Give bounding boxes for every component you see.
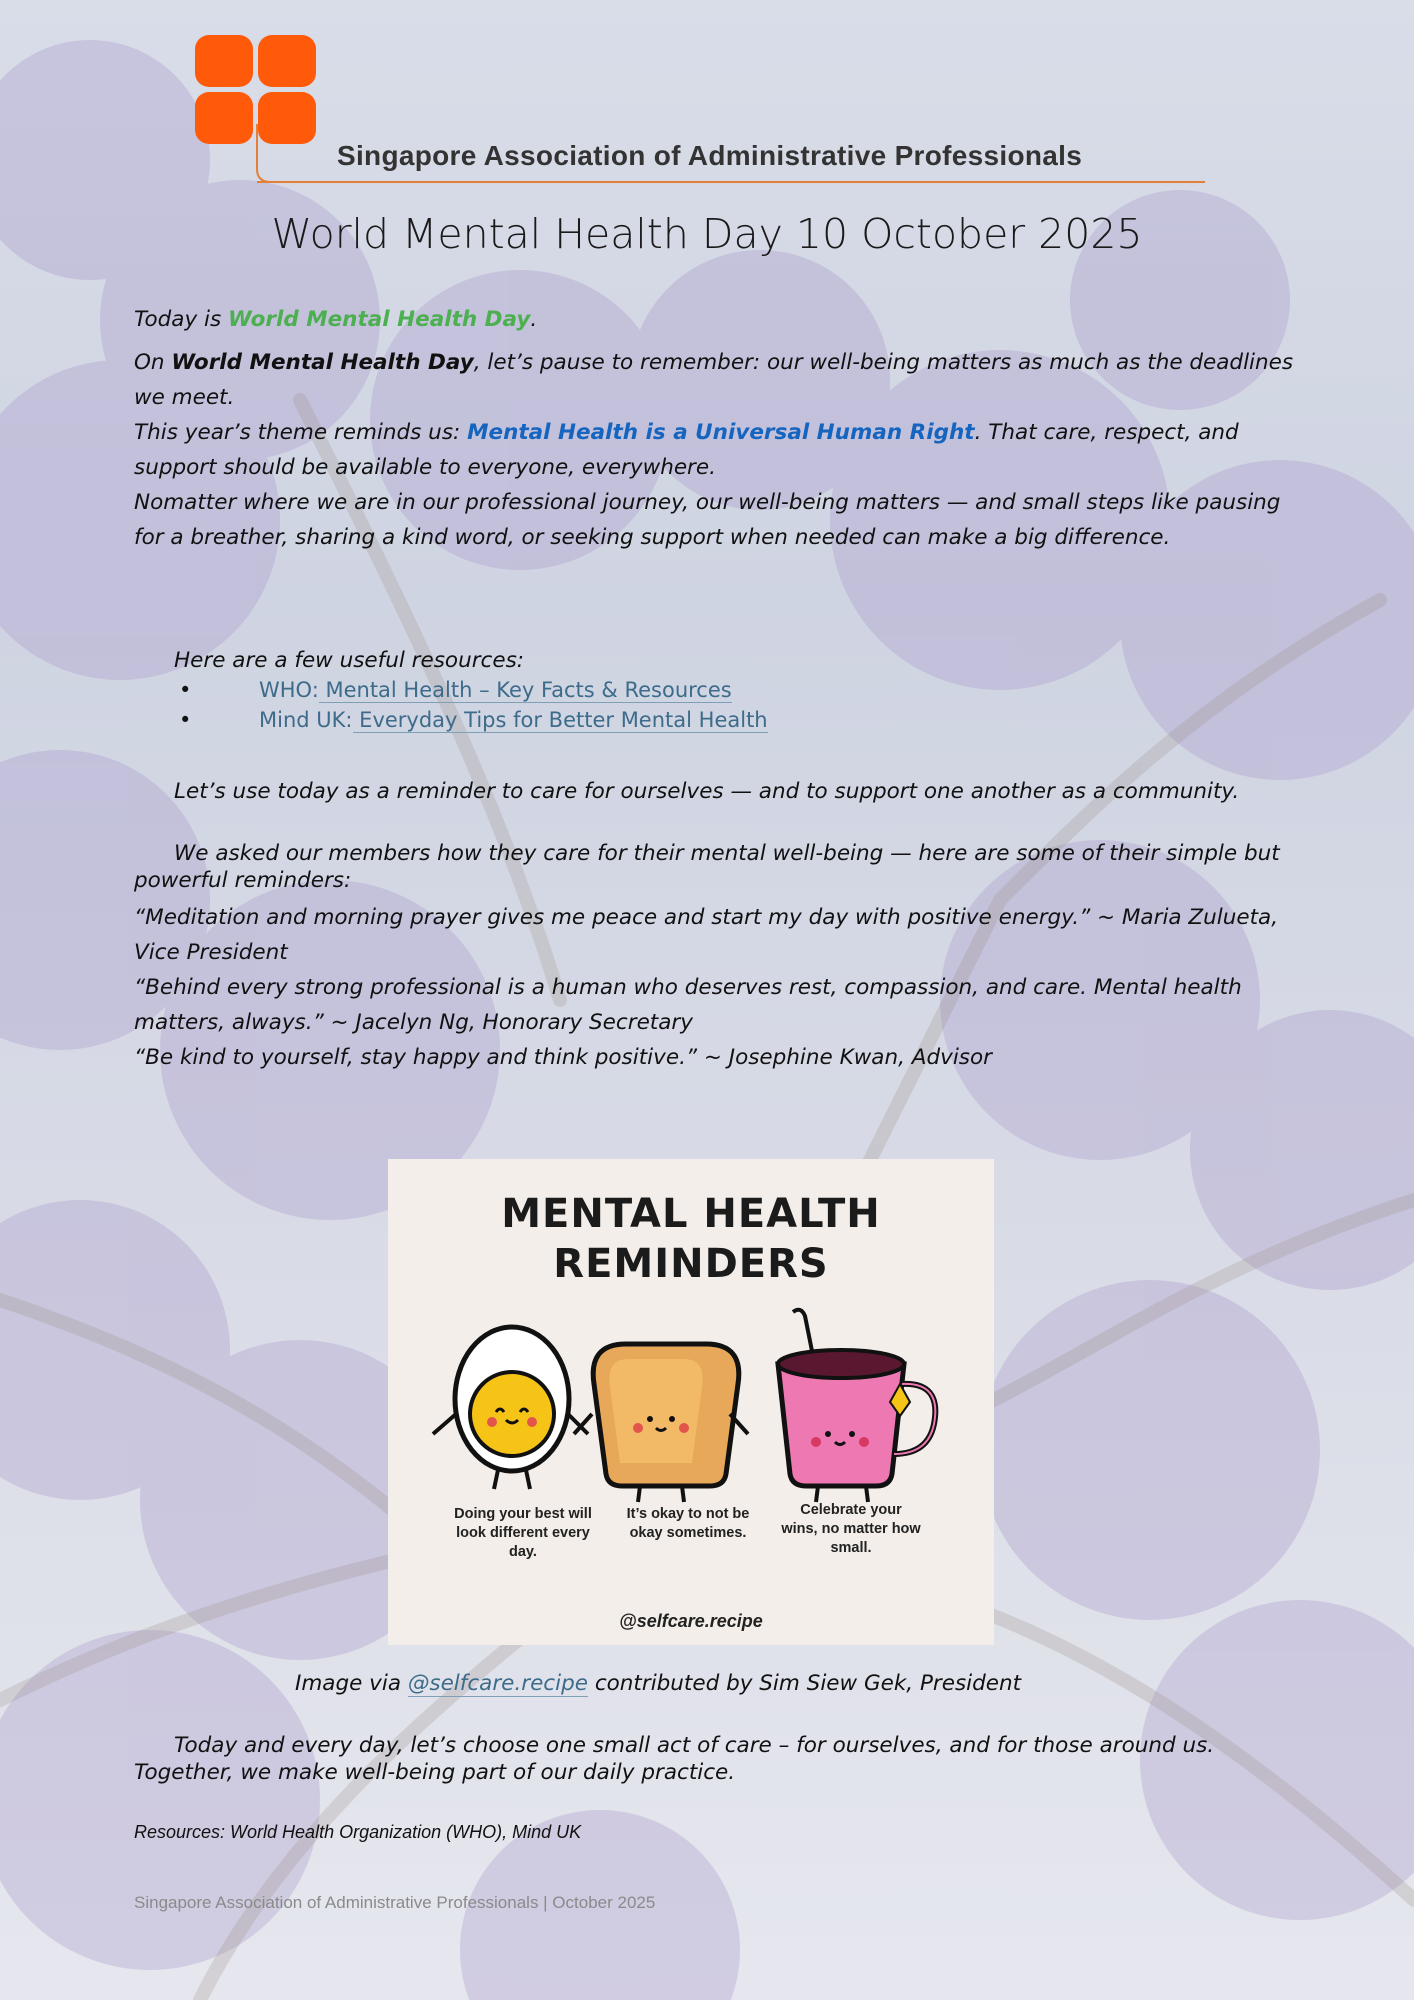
toast-icon (574, 1344, 748, 1502)
resource-link-who[interactable]: Mental Health – Key Facts & Resources (318, 678, 732, 702)
intro-today-highlight: World Mental Health Day (228, 307, 531, 332)
intro-p1-bold: World Mental Health Day (171, 350, 474, 375)
poster-title-line-2: REMINDERS (553, 1241, 829, 1287)
credit-suffix: contributed by Sim Siew Gek, President (587, 1671, 1022, 1696)
mental-health-reminders-poster (388, 1159, 994, 1645)
bullet: • (179, 678, 192, 702)
footer: Singapore Association of Administrative Professionals | October 2025 (134, 1893, 656, 1912)
image-credit (295, 1671, 1021, 1696)
member-quote-3: “Be kind to yourself, stay happy and think positive.” ~ Josephine Kwan, Advisor (134, 1045, 992, 1070)
closing-text: Today and every day, let’s choose one small act of care – for ourselves, and for those around us. Together, we make well-being part of our daily practice. (134, 1733, 1215, 1785)
community-text: Let’s use today as a reminder to care for ourselves — and to support one another as a community. (174, 779, 1240, 804)
resource-item-mind (175, 705, 768, 735)
logo-swoosh-icon (253, 124, 293, 184)
resource-prefix: Mind UK: (259, 708, 353, 732)
intro-paragraph-3: Nomatter where we are in our professional journey, our well-being matters — and small steps like pausing for a breather, sharing a kind word, or seeking support when needed can make a big difference. (134, 490, 1281, 550)
poster-handle: @selfcare.recipe (619, 1611, 763, 1631)
intro-p2-rest: . That care, respect, and support should be available to everyone, everywhere. (134, 420, 1239, 480)
resource-prefix: WHO: (259, 678, 319, 702)
intro-paragraph-1 (134, 345, 1294, 415)
intro-p1-rest: , let’s pause to remember: our well-being matters as much as the deadlines we meet. (134, 350, 1294, 410)
resources-list (175, 675, 768, 735)
intro-p2-prefix: This year’s theme reminds us: (134, 420, 468, 445)
org-underline (257, 181, 1205, 183)
poster-title-line-1: MENTAL HEALTH (501, 1191, 881, 1237)
poster-caption-toast: It’s okay to not be okay sometimes. (626, 1506, 750, 1541)
bullet: • (179, 708, 192, 732)
credit-link[interactable]: @selfcare.recipe (407, 1671, 588, 1696)
poster-title (388, 1189, 994, 1289)
resources-heading: Here are a few useful resources: (174, 648, 525, 673)
members-intro: We asked our members how they care for their mental well-being — here are some of their simple but powerful reminders: (134, 841, 1280, 893)
resource-item-who (175, 675, 768, 705)
intro-paragraph-2 (134, 415, 1294, 485)
member-quote-1: “Meditation and morning prayer gives me peace and start my day with positive energy.” ~ Maria Zulueta, Vice President (134, 905, 1279, 965)
egg-icon (433, 1327, 588, 1489)
member-quote-2: “Behind every strong professional is a human who deserves rest, compassion, and care. Mental health matters, always.” ~ Jacelyn Ng, Honorary Secretary (134, 975, 1242, 1035)
mug-icon (778, 1310, 935, 1502)
intro-today-prefix: Today is (134, 307, 229, 332)
poster-caption-egg: Doing your best will look different every day. (454, 1506, 592, 1560)
org-name: Singapore Association of Administrative Professionals (337, 140, 1083, 171)
intro-today (134, 302, 1294, 337)
credit-prefix: Image via (295, 1671, 408, 1696)
sources-line: Resources: World Health Organization (WHO), Mind UK (134, 1822, 582, 1842)
resource-link-mind[interactable]: Everyday Tips for Better Mental Health (352, 708, 768, 732)
cartoon-friends-illustration (388, 1304, 994, 1524)
theme-text: Mental Health is a Universal Human Right (467, 420, 975, 445)
page-title: World Mental Health Day 10 October 2025 (271, 210, 1143, 258)
poster-caption-mug: Celebrate your wins, no matter how small. (781, 1502, 921, 1556)
intro-p1-prefix: On (134, 350, 172, 375)
intro-today-suffix: . (530, 307, 538, 332)
